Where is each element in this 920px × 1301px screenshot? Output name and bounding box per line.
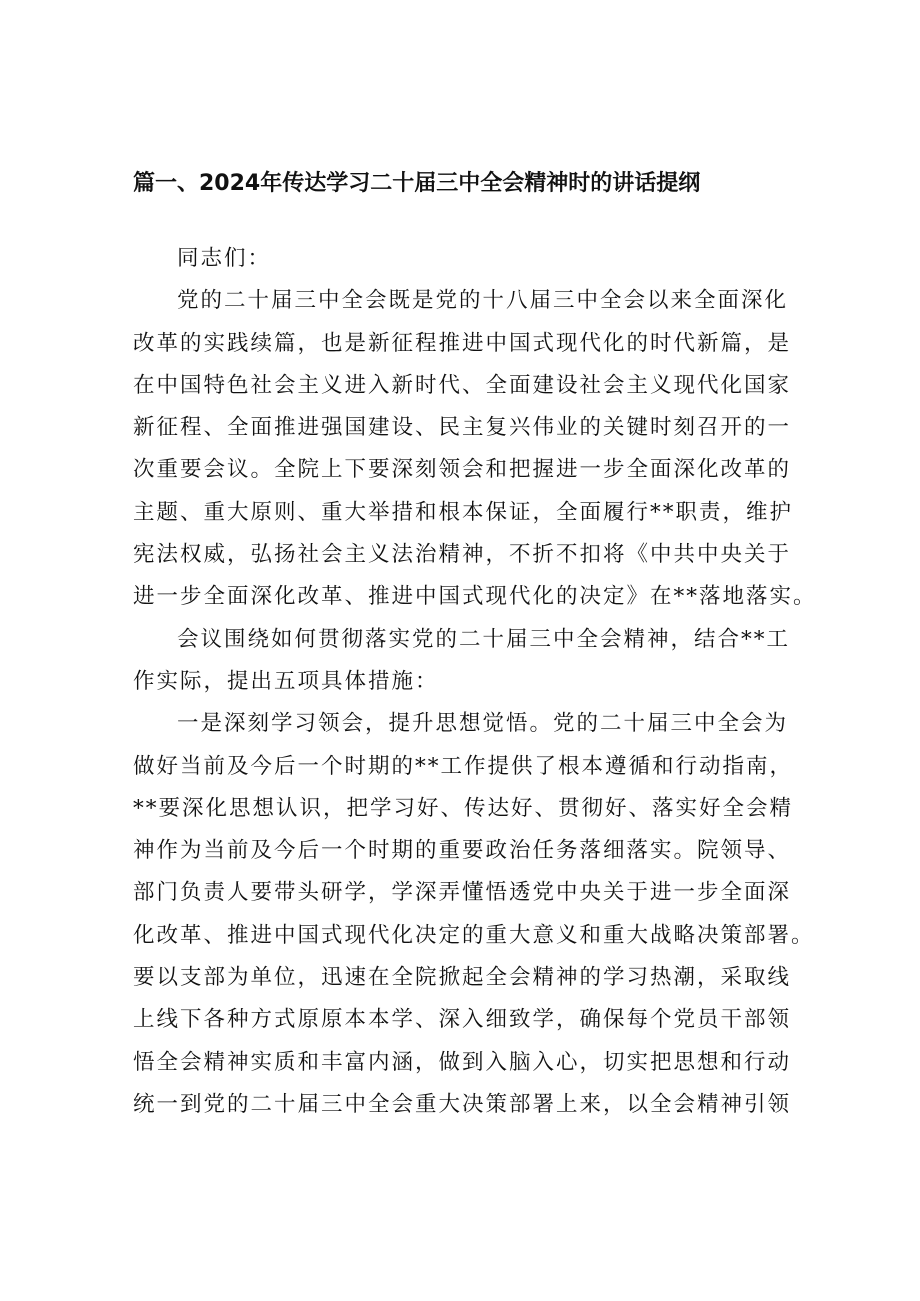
paragraph-1-line-7: 宪法权威，弘扬社会主义法治精神，不折不扣将《中共中央关于 (133, 542, 792, 568)
paragraph-1-line-5: 次重要会议。全院上下要深刻领会和把握进一步全面深化改革的 (133, 457, 792, 483)
paragraph-3-line-2: 做好当前及今后一个时期的**工作提供了根本遵循和行动指南， (133, 753, 794, 779)
salutation-line: 同志们： (177, 246, 272, 271)
paragraph-1-line-1: 党的二十届三中全会既是党的十八届三中全会以来全面深化 (177, 288, 789, 314)
paragraph-2-line-2: 作实际，提出五项具体措施： (133, 668, 439, 694)
paragraph-3-line-7: 要以支部为单位，迅速在全院掀起全会精神的学习热潮，采取线 (133, 965, 792, 991)
paragraph-3-line-5: 部门负责人要带头研学，学深弄懂悟透党中央关于进一步全面深 (133, 880, 792, 906)
paragraph-1-line-3: 在中国特色社会主义进入新时代、全面建设社会主义现代化国家 (133, 372, 792, 398)
paragraph-1-line-4: 新征程、全面推进强国建设、民主复兴伟业的关键时刻召开的一 (133, 415, 792, 441)
paragraph-1-line-6: 主题、重大原则、重大举措和根本保证，全面履行**职责，维护 (133, 499, 794, 525)
paragraph-3-line-10: 统一到党的二十届三中全会重大决策部署上来，以全会精神引领 (133, 1091, 792, 1117)
paragraph-3-line-6: 化改革、推进中国式现代化决定的重大意义和重大战略决策部署。 (133, 922, 815, 948)
paragraph-3-line-3: **要深化思想认识，把学习好、传达好、贯彻好、落实好全会精 (133, 795, 794, 821)
document-body (133, 238, 817, 1126)
document-title: 篇一、2024年传达学习二十届三中全会精神时的讲话提纲 (133, 171, 701, 196)
paragraph-1-line-8: 进一步全面深化改革、推进中国式现代化的决定》在**落地落实。 (133, 584, 817, 610)
paragraph-3-line-4: 神作为当前及今后一个时期的重要政治任务落细落实。院领导、 (133, 838, 792, 864)
paragraph-1-line-2: 改革的实践续篇，也是新征程推进中国式现代化的时代新篇，是 (133, 330, 792, 356)
paragraph-2-line-1: 会议围绕如何贯彻落实党的二十届三中全会精神，结合**工 (177, 626, 791, 652)
paragraph-3-line-8: 上线下各种方式原原本本学、深入细致学，确保每个党员干部领 (133, 1007, 792, 1033)
paragraph-3-line-1: 一是深刻学习领会，提升思想觉悟。党的二十届三中全会为 (177, 711, 789, 737)
paragraph-3-line-9: 悟全会精神实质和丰富内涵，做到入脑入心，切实把思想和行动 (133, 1049, 792, 1075)
